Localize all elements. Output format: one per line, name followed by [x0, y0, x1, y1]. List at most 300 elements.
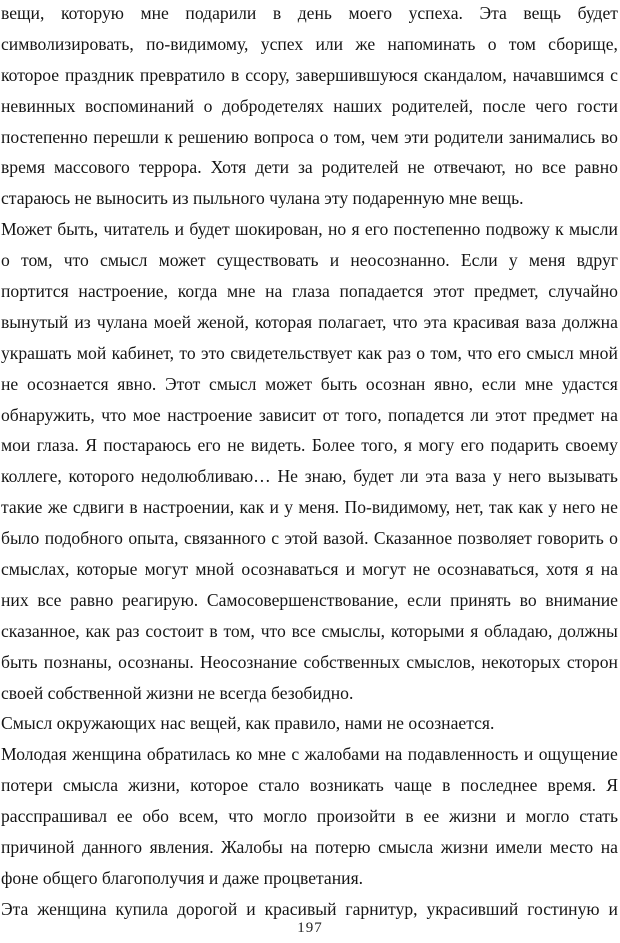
word: занимались: [508, 126, 596, 147]
word: внимание: [545, 589, 618, 610]
word: неосознанно.: [350, 250, 450, 271]
word: обратилась: [146, 744, 231, 765]
word: того,: [361, 435, 398, 456]
word: мои: [1, 435, 31, 456]
text-line: [1, 29, 618, 60]
word: явно.: [117, 373, 157, 394]
word: обнаружить,: [1, 404, 95, 425]
word: мне: [227, 281, 256, 302]
word: собственных: [303, 651, 401, 672]
word: реагирую.: [121, 589, 199, 610]
word: Более: [311, 435, 355, 456]
word: за: [297, 157, 313, 178]
word: которую: [60, 3, 124, 23]
word: могу: [418, 435, 455, 456]
word: когда: [177, 281, 218, 302]
word: возникать: [309, 775, 384, 796]
word: я: [351, 219, 360, 240]
word: то: [179, 342, 196, 363]
word: некоторых: [481, 651, 561, 672]
word: вещи,: [1, 3, 45, 23]
word: Жалобы: [221, 837, 283, 858]
word: дети: [255, 157, 290, 178]
word: последнее: [460, 775, 538, 796]
word: в: [209, 620, 218, 641]
word: из: [74, 311, 91, 332]
word: удастся: [561, 373, 618, 394]
word: на: [385, 744, 403, 765]
word: существовать: [216, 250, 319, 271]
word: вызывать: [547, 466, 618, 487]
word: все: [37, 589, 62, 610]
word: дорогой: [176, 898, 238, 919]
word: которыми: [390, 620, 465, 641]
word: все: [291, 620, 316, 641]
text-line: [1, 492, 618, 523]
word: говорить: [537, 528, 604, 549]
text-line: [1, 461, 618, 492]
word: подарить: [490, 435, 559, 456]
word: и: [345, 559, 356, 580]
word: обо: [142, 806, 169, 827]
word: Эта: [479, 3, 507, 23]
word: так: [488, 497, 514, 518]
word: Не: [277, 466, 298, 487]
word: смысл: [526, 342, 574, 363]
word: видеть.: [250, 435, 306, 456]
word: вопроса: [253, 126, 315, 147]
word: жалобами: [304, 744, 380, 765]
word: полагает,: [318, 311, 387, 332]
word: чем: [370, 126, 399, 147]
word: могут: [144, 559, 189, 580]
word: что: [228, 806, 254, 827]
word: в: [405, 806, 414, 827]
word: и: [174, 219, 185, 240]
word: его: [364, 219, 389, 240]
word: равно: [70, 589, 114, 610]
text-line-content: стараюсь не выносить из пыльного чулана эту подаренную мне вещь.: [1, 188, 524, 209]
word: напоминать: [387, 33, 476, 54]
word: как: [239, 497, 265, 518]
word: женщина: [72, 744, 142, 765]
word: родителей,: [391, 95, 474, 116]
word: постепенно: [393, 219, 481, 240]
word: этой: [284, 528, 318, 549]
word: быть,: [57, 219, 99, 240]
word: мысли: [568, 219, 618, 240]
word: потери: [1, 775, 53, 796]
word: такие: [1, 497, 43, 518]
word: Этот: [165, 373, 201, 394]
word: во: [519, 589, 537, 610]
word: мне: [140, 3, 169, 23]
word: смысла: [378, 837, 434, 858]
word: осознается: [26, 373, 109, 394]
word: у: [508, 250, 518, 271]
word: Я: [85, 435, 97, 456]
word: том,: [430, 342, 462, 363]
word: день: [297, 3, 332, 23]
word: что: [467, 342, 493, 363]
text-line: [1, 430, 618, 461]
word: должна: [562, 311, 618, 332]
word: чулана: [96, 311, 148, 332]
word: и: [506, 806, 516, 827]
word: на: [265, 281, 283, 302]
word: превратило: [139, 64, 226, 85]
word: начавшимся: [512, 64, 605, 85]
word: это: [201, 342, 225, 363]
word: как: [518, 497, 544, 518]
word: чаще: [393, 775, 432, 796]
word: в: [231, 64, 240, 85]
word: ли: [470, 404, 489, 425]
word: время: [1, 157, 46, 178]
text-line: [1, 739, 618, 770]
word: на: [600, 837, 618, 858]
word: Если: [460, 250, 498, 271]
word: с: [271, 528, 280, 549]
word: все: [541, 157, 566, 178]
word: ее: [116, 806, 133, 827]
word: том,: [333, 126, 366, 147]
word: осознаваться,: [437, 559, 539, 580]
word: расспрашивал: [1, 806, 108, 827]
word: принять: [450, 589, 511, 610]
word: этот: [433, 281, 465, 302]
word: мной: [579, 342, 618, 363]
word: читатель: [103, 219, 170, 240]
word: ее: [423, 806, 440, 827]
word: может: [158, 250, 206, 271]
word: добродетелях: [221, 95, 324, 116]
word: в: [129, 497, 138, 518]
word: Может: [1, 219, 52, 240]
text-line: [1, 863, 618, 894]
word: к: [164, 126, 173, 147]
text-line: [1, 183, 618, 214]
word: и: [269, 497, 279, 518]
word: ли: [400, 466, 419, 487]
word: случайно: [548, 281, 618, 302]
word: быть: [1, 651, 38, 672]
text-line: [1, 122, 618, 153]
word: красивая: [453, 311, 520, 332]
text-line: [1, 616, 618, 647]
word: вазой.: [323, 528, 369, 549]
word: него: [562, 497, 596, 518]
word: шокирован,: [235, 219, 323, 240]
text-line: [1, 400, 618, 431]
word: имели: [495, 837, 543, 858]
word: равно: [574, 157, 618, 178]
word: хотя: [546, 559, 579, 580]
text-line: [1, 152, 618, 183]
word: Я: [606, 775, 618, 796]
text-line: [1, 523, 618, 554]
text-line: [1, 801, 618, 832]
word: коллеге,: [1, 466, 62, 487]
word: которые: [76, 559, 138, 580]
word: не: [600, 497, 618, 518]
word: время.: [547, 775, 597, 796]
text-line-content: фоне общего благополучия и даже процветания.: [1, 867, 364, 888]
word: произойти: [316, 806, 396, 827]
word: быть: [320, 373, 358, 394]
word: перешли: [93, 126, 159, 147]
word: не: [1, 373, 19, 394]
word: вдруг: [576, 250, 618, 271]
word: что: [101, 404, 127, 425]
word: или: [315, 33, 344, 54]
word: меня: [528, 250, 566, 271]
word: праздник: [65, 64, 134, 85]
word: и: [329, 250, 340, 271]
word: попадается: [339, 281, 424, 302]
word: которая: [254, 311, 313, 332]
word: у: [284, 497, 294, 518]
word: сборище,: [548, 33, 618, 54]
word: смысл: [100, 250, 148, 271]
word: моего: [348, 3, 393, 23]
word: не: [413, 559, 431, 580]
word: будет: [189, 219, 230, 240]
word: украшать: [1, 342, 72, 363]
word: него: [508, 466, 542, 487]
word: смысла: [62, 775, 119, 796]
word: настроение,: [78, 281, 169, 302]
word: свидетельствует: [230, 342, 353, 363]
word: явления.: [149, 837, 214, 858]
word: о: [416, 342, 426, 363]
word: познаны,: [43, 651, 112, 672]
word: которое: [1, 64, 60, 85]
word: данного: [82, 837, 143, 858]
word: красивый: [264, 898, 337, 919]
word: гостиную: [527, 898, 600, 919]
word: этот: [495, 404, 527, 425]
word: должны: [558, 620, 618, 641]
text-line: [1, 369, 618, 400]
word: явно,: [434, 373, 474, 394]
word: о: [203, 95, 213, 116]
word: же: [355, 33, 376, 54]
text-line: [1, 554, 618, 585]
word: том: [508, 33, 536, 54]
word: смыслы,: [321, 620, 386, 641]
word: мне: [524, 373, 554, 394]
word: я: [470, 620, 479, 641]
word: женщина: [37, 898, 107, 919]
word: связанного: [183, 528, 266, 549]
word: я: [585, 559, 594, 580]
word: опыта,: [128, 528, 179, 549]
word: и: [608, 898, 618, 919]
word: Молодая: [1, 744, 67, 765]
text-line: [1, 832, 618, 863]
word: чего: [535, 95, 568, 116]
word: жизни: [440, 837, 489, 858]
word: я: [403, 435, 412, 456]
word: предмет: [532, 404, 595, 425]
text-line: [1, 647, 618, 678]
word: того,: [345, 404, 382, 425]
word: о: [609, 528, 618, 549]
word: если: [407, 589, 442, 610]
word: могут: [362, 559, 406, 580]
word: мой: [76, 342, 107, 363]
word: знаю,: [304, 466, 347, 487]
word: может: [265, 373, 313, 394]
word: мое: [132, 404, 161, 425]
word: с: [610, 64, 618, 85]
word: место: [549, 837, 594, 858]
word: во: [600, 126, 618, 147]
word: ощущение: [538, 744, 618, 765]
word: завершившуюся: [295, 64, 418, 85]
word: эта: [423, 311, 447, 332]
word: подобного: [44, 528, 123, 549]
word: Эта: [1, 898, 29, 919]
text-line: [1, 91, 618, 122]
word: от: [322, 404, 339, 425]
word: но: [514, 157, 533, 178]
word: с: [291, 744, 300, 765]
word: о: [1, 250, 10, 271]
word: не: [227, 435, 245, 456]
text-line: [1, 338, 618, 369]
word: на: [290, 837, 308, 858]
word: смысл: [209, 373, 257, 394]
text-line: [1, 0, 618, 29]
word: которое: [190, 775, 249, 796]
word: попадется: [388, 404, 465, 425]
word: глаза: [292, 281, 330, 302]
word: родителей: [321, 157, 399, 178]
word: состоит: [145, 620, 204, 641]
word: Сказанное: [373, 528, 453, 549]
word: раз: [387, 342, 411, 363]
word: террора.: [138, 157, 202, 178]
word: в: [272, 3, 282, 23]
word: причиной: [1, 837, 75, 858]
word: меня.: [298, 497, 340, 518]
word: подавленность: [407, 744, 519, 765]
word: осознан: [365, 373, 426, 394]
word: в: [442, 775, 451, 796]
text-line: [1, 214, 618, 245]
word: успеха.: [408, 3, 463, 23]
word: стало: [258, 775, 300, 796]
word: вещь: [523, 3, 561, 23]
word: эта: [425, 466, 449, 487]
text-line: [1, 276, 618, 307]
word: что: [63, 250, 89, 271]
word: купила: [115, 898, 169, 919]
word: Самосовершенствование,: [206, 589, 399, 610]
word: символизировать,: [1, 33, 134, 54]
word: гарнитур,: [345, 898, 418, 919]
word: могло: [525, 806, 570, 827]
body-text: [1, 0, 618, 925]
word: зависит: [258, 404, 317, 425]
word: его: [460, 435, 485, 456]
word: что: [260, 620, 286, 641]
word: своему: [565, 435, 618, 456]
word: всем,: [178, 806, 219, 827]
word: Неосознание: [200, 651, 298, 672]
word: невинных: [1, 95, 76, 116]
word: позволяет: [457, 528, 532, 549]
text-line: [1, 585, 618, 616]
word: смыслах,: [1, 559, 70, 580]
word: успех: [260, 33, 304, 54]
word: том,: [21, 250, 53, 271]
word: украсивший: [426, 898, 519, 919]
word: По-видимому,: [344, 497, 451, 518]
text-line: [1, 245, 618, 276]
word: могло: [263, 806, 308, 827]
word: у: [492, 466, 502, 487]
word: обладаю,: [484, 620, 553, 641]
word: моей: [153, 311, 191, 332]
word: и: [523, 744, 534, 765]
word: предмет,: [474, 281, 539, 302]
word: после: [482, 95, 526, 116]
word: осознаны.: [118, 651, 194, 672]
word: смыслов,: [406, 651, 476, 672]
word: том,: [223, 620, 255, 641]
text-line: [1, 307, 618, 338]
word: стать: [579, 806, 618, 827]
word: как: [85, 620, 111, 641]
word: настроение: [167, 404, 253, 425]
word: и: [246, 898, 256, 919]
word: ссору,: [245, 64, 290, 85]
word: на: [600, 404, 618, 425]
word: эти: [404, 126, 429, 147]
word: сторон: [566, 651, 618, 672]
text-line-content: своей собственной жизни не всегда безобидно.: [1, 682, 354, 703]
word: было: [1, 528, 40, 549]
word: если: [481, 373, 517, 394]
word: постепенно: [1, 126, 88, 147]
word: которого: [68, 466, 135, 487]
word: по-видимому,: [146, 33, 249, 54]
word: на: [600, 559, 618, 580]
word: нет,: [455, 497, 484, 518]
word: родители: [434, 126, 504, 147]
word: у: [548, 497, 558, 518]
word: портится: [1, 281, 69, 302]
text-line: [1, 770, 618, 801]
word: же: [47, 497, 68, 518]
word: недолюбливаю…: [140, 466, 271, 487]
word: них: [1, 589, 29, 610]
word: как: [357, 342, 383, 363]
text-line: [1, 708, 618, 739]
word: сказанное,: [1, 620, 80, 641]
word: жизни,: [128, 775, 180, 796]
word: не: [407, 157, 425, 178]
word: Хотя: [210, 157, 247, 178]
word: женой,: [197, 311, 249, 332]
word: о: [487, 33, 497, 54]
text-line: [1, 60, 618, 91]
word: наших: [333, 95, 383, 116]
word: кабинет,: [111, 342, 175, 363]
